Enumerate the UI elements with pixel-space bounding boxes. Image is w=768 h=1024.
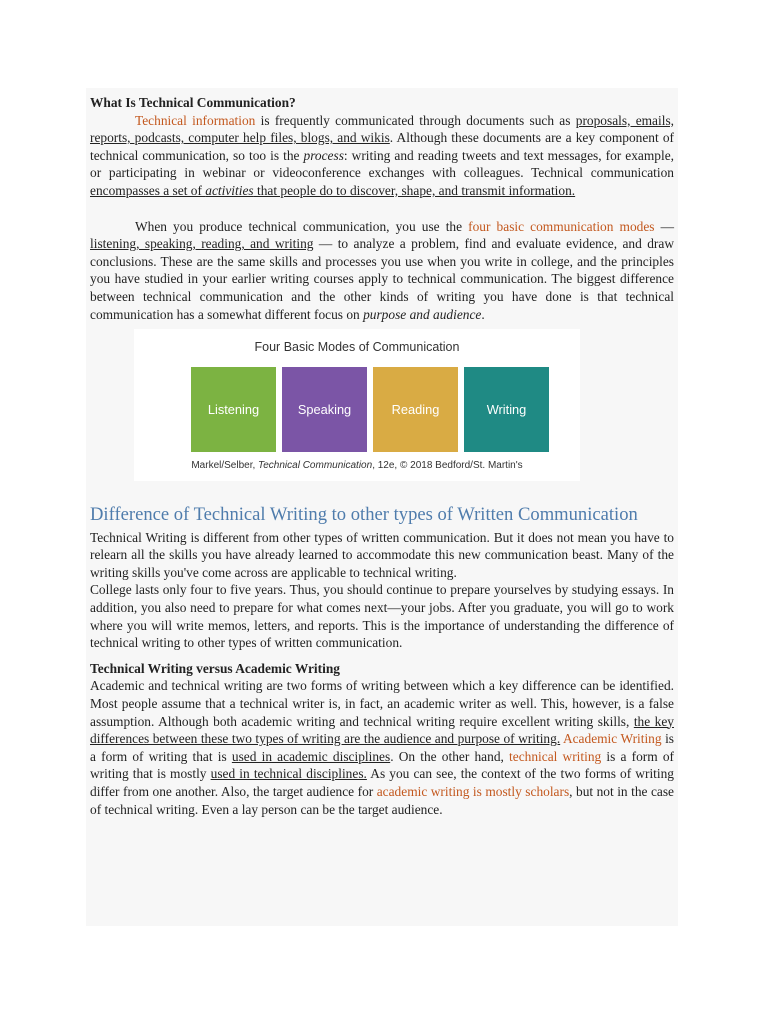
communication-modes-link[interactable]: four basic communication modes [468, 218, 655, 234]
p2-underlined-modes: listening, speaking, reading, and writing [90, 236, 314, 252]
four-modes-figure [134, 329, 580, 481]
mode-box-speaking: Speaking [282, 367, 367, 452]
p1-underlined-encompasses [90, 183, 575, 198]
p5-text-i: is a form of writing that is mostly [90, 748, 674, 782]
figure-caption [134, 460, 580, 471]
p1-underlined-documents: proposals, emails, reports, podcasts, computer help files, blogs, and wikis [90, 112, 675, 146]
p5-text-g: . On the other hand, [390, 748, 510, 764]
caption-book-title: Technical Communication [258, 460, 373, 472]
p5-text-m: , but not in the case of technical writing. Even a lay person can be the target audience. [90, 783, 674, 817]
mode-box-reading: Reading [373, 367, 458, 452]
paragraph-5 [90, 677, 674, 818]
p5-underlined-key-differences: the key differences between these two types of writing are the audience and purpose of writing. [90, 713, 674, 747]
p5-underlined-technical-disciplines: used in technical disciplines. [210, 766, 367, 782]
p1-process-italic: process [303, 147, 344, 163]
paragraph-4: College lasts only four to five years. Thus, you should continue to prepare yourselves by studying essays. In addition, you also need to prepare for what comes next—your jobs. After you graduate, you will go to work where you will write memos, letters, and reports. This is the importance of understanding the difference of technical writing to other types of written communication. [90, 582, 674, 651]
p2-text-e: — to analyze a problem, find and evaluate evidence, and draw conclusions. These are the same skills and processes you use when you write in college, and the principles you have studied in your earlier writing courses apply to technical communication. The biggest difference between technical communication and the other kinds of writing you have done is that technical communication has a somewhat different focus on [90, 236, 674, 322]
p1-text-i: that people do to discover, shape, and transmit information. [253, 182, 576, 198]
academic-writing-link[interactable]: Academic Writing [562, 731, 662, 747]
caption-authors: Markel/Selber, [191, 460, 259, 472]
p5-text-e: is a form of writing that is [90, 731, 675, 764]
p5-text-k: As you can see, the context of the two forms of writing differ from one another. Also, the target audience for [90, 766, 674, 799]
heading-what-is-technical-communication: What Is Technical Communication? [90, 95, 296, 110]
p2-text-a: When you produce technical communication, you use the [135, 218, 469, 234]
academic-scholars-link[interactable]: academic writing is mostly scholars [376, 783, 570, 799]
section-title: Difference of Technical Writing to other types of Written Communication [90, 504, 638, 526]
figure-title: Four Basic Modes of Communication [254, 340, 460, 355]
technical-information-link[interactable]: Technical information [135, 112, 256, 128]
p1-activities-italic: activities [205, 182, 254, 198]
mode-box-writing: Writing [464, 367, 549, 452]
p5-text-a: Academic and technical writing are two forms of writing between which a key difference can be identified. Most people assume that a technical writer is, in fact, an academic writer as well. This, however, is a false assumption. Although both academic writing and technical writing require excellent writing skills, [90, 678, 674, 729]
paragraph-2 [90, 218, 674, 324]
p2-purpose-audience-italic: purpose and audience [363, 306, 482, 322]
paragraph-1 [90, 112, 674, 200]
p5-underlined-academic-disciplines: used in academic disciplines [231, 748, 391, 764]
p1-text-f: : writing and reading tweets and text messages, for example, or participating in webinar or videoconference exchanges with colleagues. Technical communication [90, 147, 674, 181]
caption-edition: , 12e, © 2018 Bedford/St. Martin's [372, 460, 523, 472]
p1-text-g: encompasses a set of [90, 182, 206, 198]
p1-text-b: is frequently communicated through documents such as [255, 112, 576, 128]
mode-box-listening: Listening [191, 367, 276, 452]
modes-boxes [191, 367, 549, 452]
paragraph-3: Technical Writing is different from other types of written communication. But it does not mean you have to relearn all the skills you have already learned to accommodate this new communication beast. Many of the writing skills you've come across are applicable to technical writing. [90, 529, 674, 580]
p1-text-d: . Although these documents are a key component of technical communication, so too is the [90, 130, 674, 163]
p2-text-g: . [481, 306, 485, 322]
paragraph-gap [90, 200, 674, 218]
p2-text-c: — [654, 218, 674, 234]
technical-writing-link[interactable]: technical writing [509, 748, 602, 764]
document-page [86, 88, 678, 926]
subheading-technical-vs-academic: Technical Writing versus Academic Writing [90, 660, 340, 676]
